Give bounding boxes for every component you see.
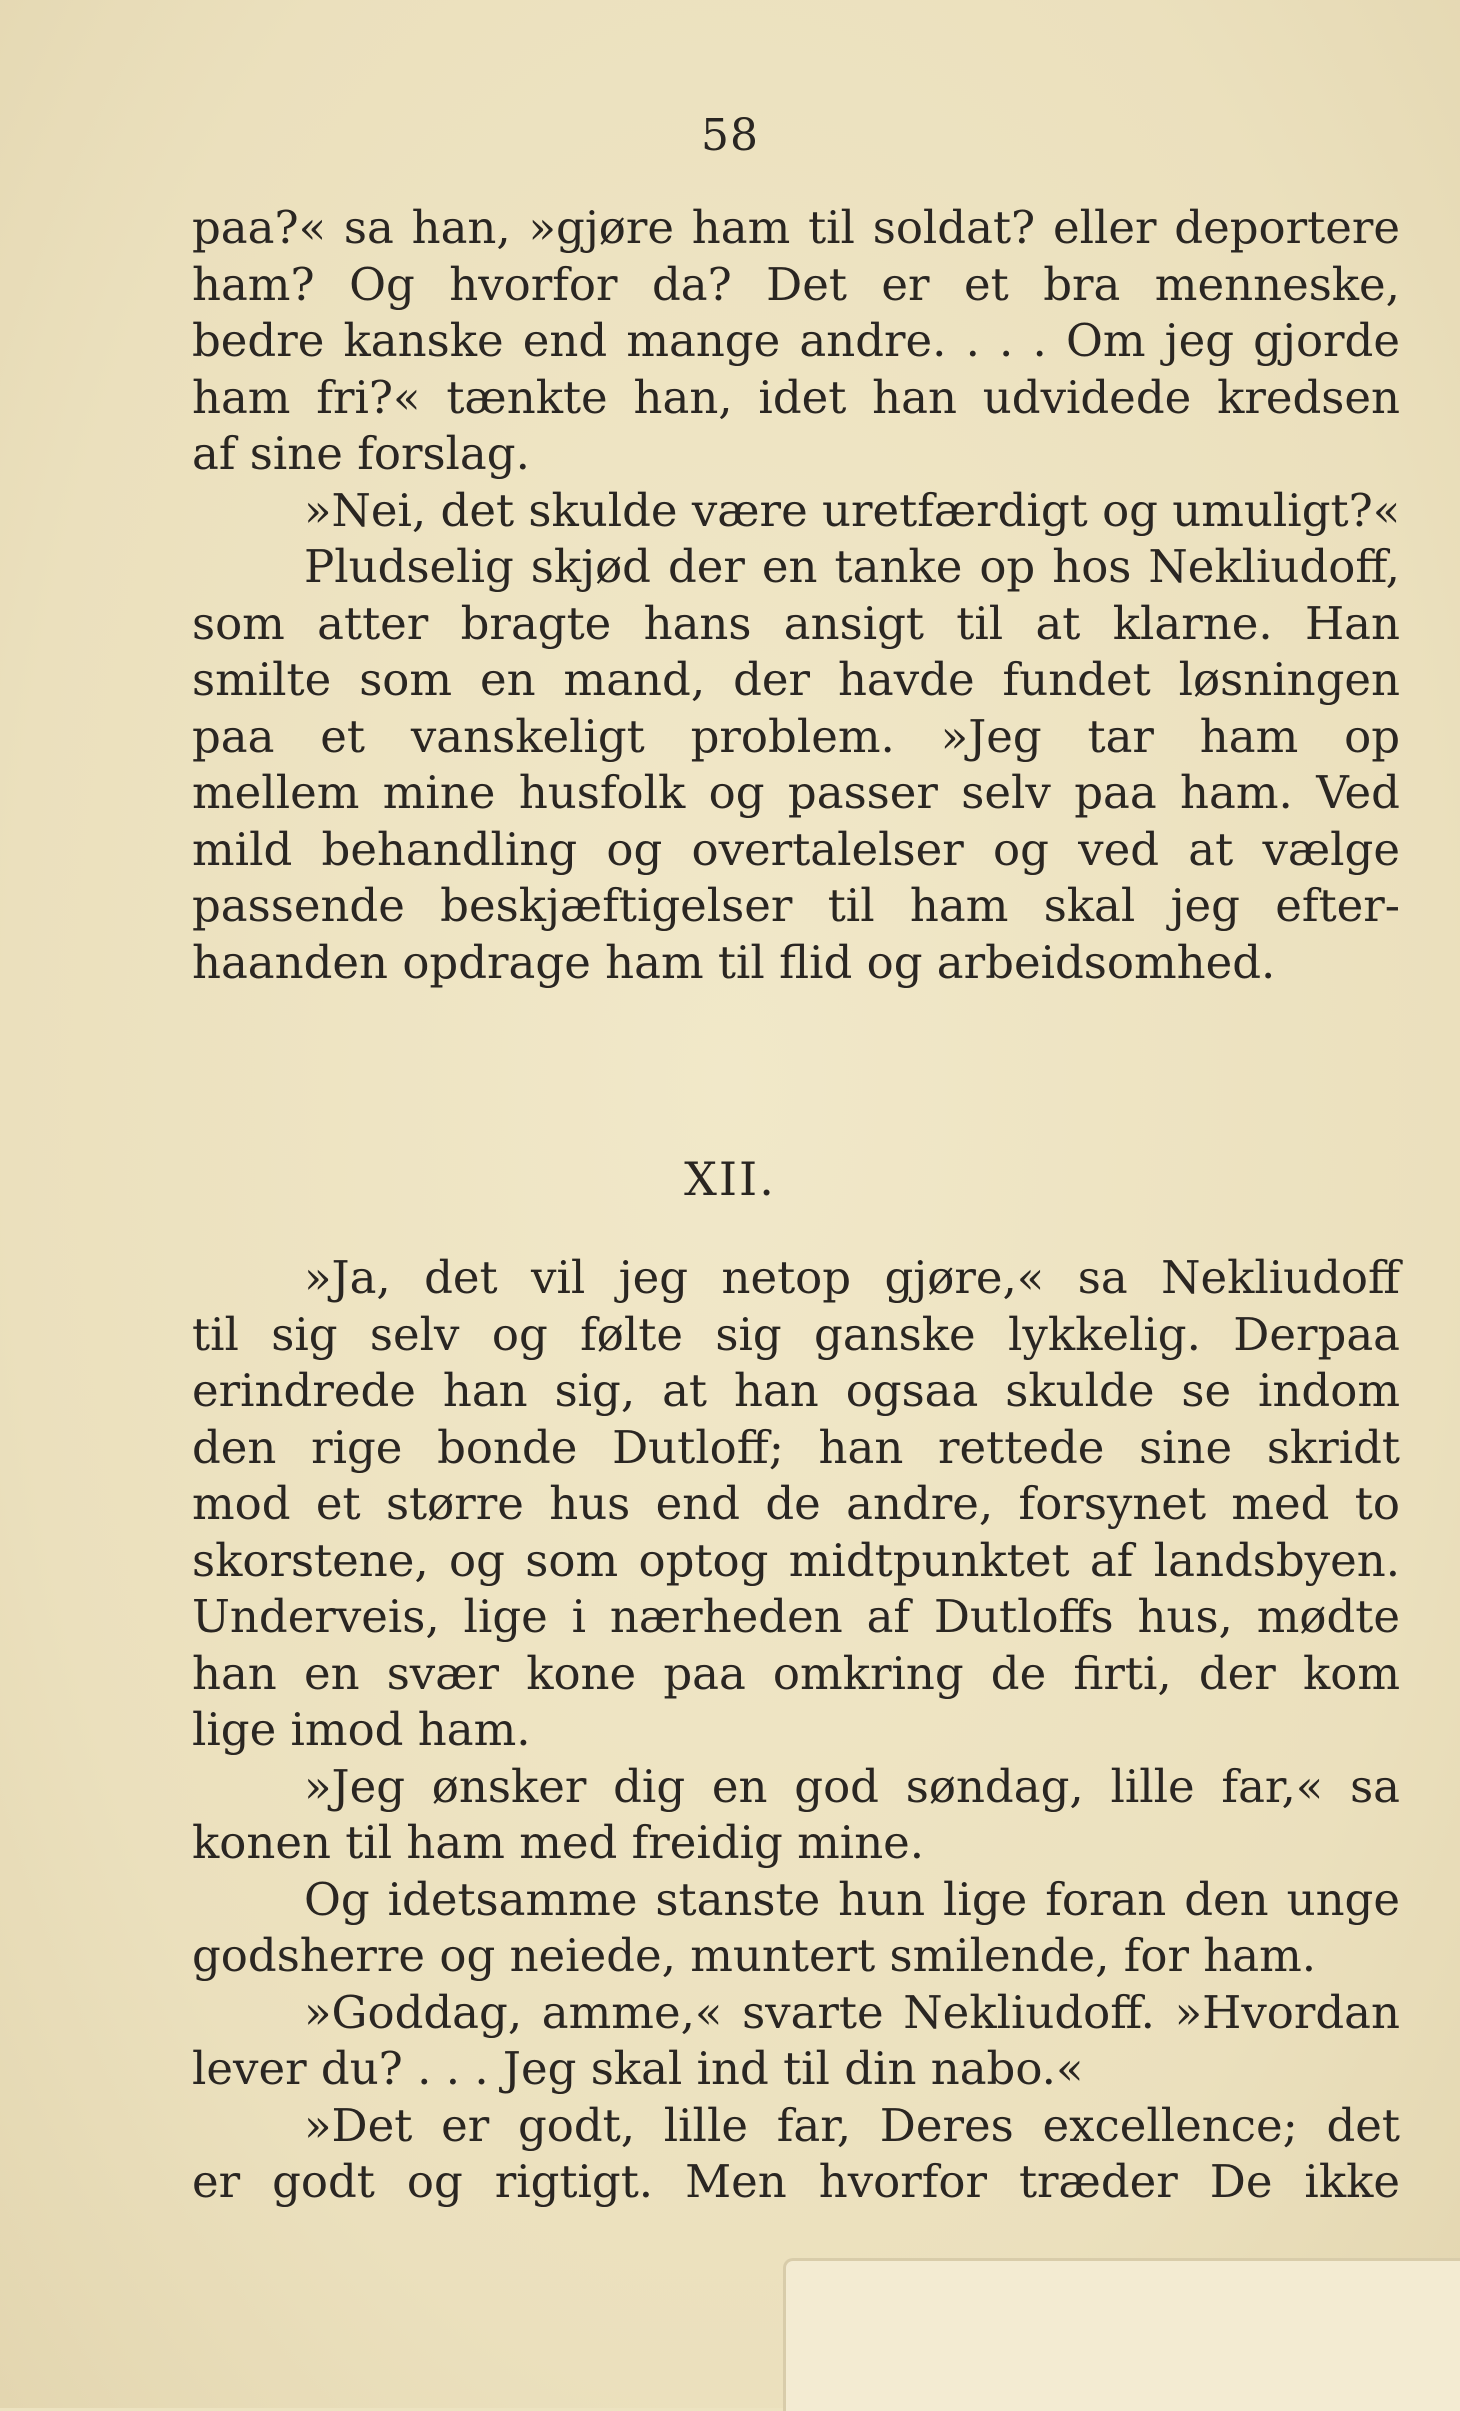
text-line: skorstene, og som optog midtpunktet af landsbyen. — [192, 1533, 1400, 1587]
text-line: erindrede han sig, at han ogsaa skulde se indom — [192, 1364, 1400, 1417]
library-stamp-outline — [783, 2258, 1460, 2411]
text-line: smilte som en mand, der havde fundet løsningen — [192, 653, 1400, 706]
text-line: paa et vanskeligt problem. »Jeg tar ham op — [192, 709, 1400, 763]
text-line: Og idetsamme stanste hun lige foran den unge — [304, 1872, 1400, 1926]
text-line: mellem mine husfolk og passer selv paa ham. Ved — [192, 766, 1400, 819]
text-line: konen til ham med freidig mine. — [192, 1816, 925, 1869]
text-line: mod et større hus end de andre, forsynet med to — [192, 1477, 1400, 1530]
text-line: bedre kanske end mange andre. . . . Om jeg gjorde — [192, 314, 1400, 367]
page-number: 58 — [701, 110, 759, 161]
paragraph-block-top — [192, 200, 1400, 991]
text-line: ham? Og hvorfor da? Det er et bra menneske, — [192, 257, 1400, 311]
text-line: til sig selv og følte sig ganske lykkelig. Derpaa — [192, 1307, 1400, 1361]
text-line: lige imod ham. — [192, 1703, 531, 1756]
text-line: lever du? . . . Jeg skal ind til din nabo.« — [192, 2042, 1084, 2095]
text-line: mild behandling og overtalelser og ved at vælge — [192, 822, 1400, 876]
text-line: Pludselig skjød der en tanke op hos Nekliudoff, — [304, 540, 1400, 593]
text-line: Underveis, lige i nærheden af Dutloffs hus, mødte — [192, 1590, 1400, 1643]
text-line: han en svær kone paa omkring de firti, der kom — [192, 1646, 1400, 1700]
text-line: paa?« sa han, »gjøre ham til soldat? eller deportere — [192, 201, 1400, 254]
text-line: passende beskjæftigelser til ham skal jeg efter- — [192, 879, 1400, 932]
text-line: af sine forslag. — [192, 427, 530, 480]
text-line: som atter bragte hans ansigt til at klarne. Han — [192, 596, 1400, 650]
text-line: haanden opdrage ham til flid og arbeidsomhed. — [192, 935, 1276, 989]
text-line: den rige bonde Dutloff; han rettede sine skridt — [192, 1420, 1400, 1474]
text-line: »Det er godt, lille far, Deres excellence; det — [304, 2098, 1400, 2152]
text-line: »Goddag, amme,« svarte Nekliudoff. »Hvordan — [304, 1985, 1400, 2039]
text-line: ham fri?« tænkte han, idet han udvidede kredsen — [192, 370, 1400, 424]
text-line: »Ja, det vil jeg netop gjøre,« sa Nekliudoff — [304, 1251, 1400, 1304]
text-line: er godt og rigtigt. Men hvorfor træder De ikke — [192, 2155, 1400, 2208]
text-line: godsherre og neiede, muntert smilende, for ham. — [192, 1929, 1317, 1982]
text-line: »Jeg ønsker dig en god søndag, lille far,« sa — [304, 1759, 1400, 1813]
chapter-heading: XII. — [684, 1152, 776, 1206]
text-line: »Nei, det skulde være uretfærdigt og umuligt?« — [304, 483, 1401, 537]
paragraph-block-bottom — [192, 1250, 1400, 2211]
